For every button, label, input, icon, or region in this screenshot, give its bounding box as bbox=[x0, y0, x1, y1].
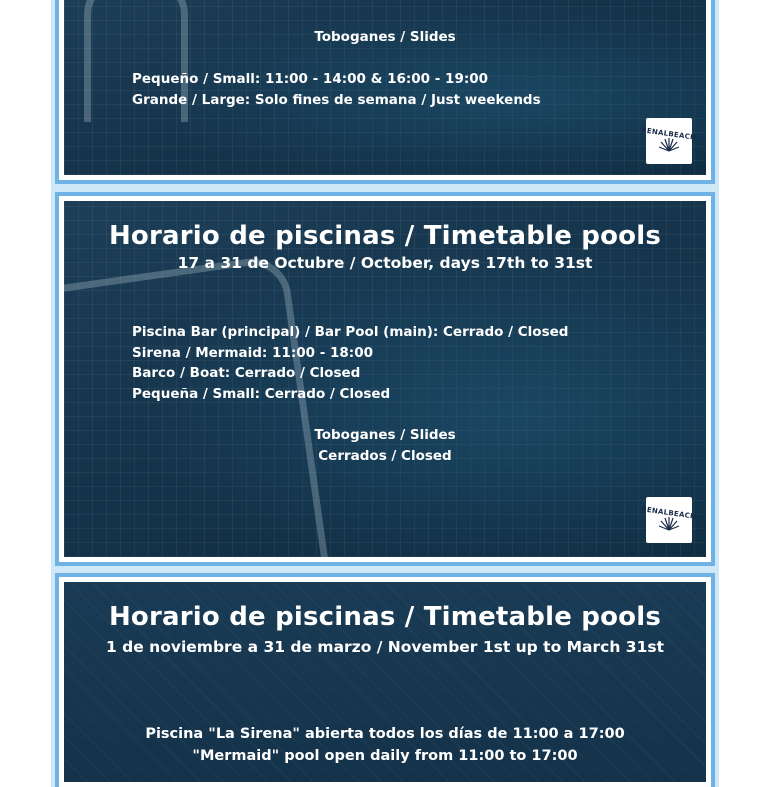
winter-line-en: "Mermaid" pool open daily from 11:00 to 17:00 bbox=[192, 748, 578, 764]
schedule-line-small: Pequeña / Small: Cerrado / Closed bbox=[132, 385, 391, 402]
slides-heading: Toboganes / Slides bbox=[314, 29, 456, 45]
slides-schedule bbox=[132, 69, 541, 110]
slides-status: Cerrados / Closed bbox=[318, 447, 452, 464]
logo-text: BENALBEACH bbox=[641, 126, 697, 142]
schedule-line-boat: Barco / Boat: Cerrado / Closed bbox=[132, 365, 361, 381]
logo-text: BENALBEACH bbox=[641, 505, 697, 521]
winter-line-es: Piscina "La Sirena" abierta todos los días de 11:00 a 17:00 bbox=[145, 726, 625, 742]
timetable-card-slides-summer bbox=[59, 0, 711, 180]
sunburst-logo-icon bbox=[657, 138, 681, 152]
card-subtitle: 17 a 31 de Octubre / October, days 17th to 31st bbox=[177, 254, 593, 272]
card-title: Horario de piscinas / Timetable pools bbox=[108, 602, 662, 632]
slides-heading: Toboganes / Slides bbox=[314, 427, 456, 443]
benalbeach-logo bbox=[641, 497, 697, 543]
timetable-card-winter bbox=[59, 577, 711, 787]
card-subtitle: 1 de noviembre a 31 de marzo / November 1st up to March 31st bbox=[106, 638, 664, 656]
schedule-line-mermaid: Sirena / Mermaid: 11:00 - 18:00 bbox=[132, 344, 373, 361]
pool-ladder-rail bbox=[59, 253, 328, 562]
slides-line-large: Grande / Large: Solo fines de semana / Just weekends bbox=[132, 91, 541, 108]
pool-schedule-list bbox=[132, 322, 568, 404]
card-title: Horario de piscinas / Timetable pools bbox=[108, 221, 662, 251]
timetable-card-october bbox=[59, 196, 711, 562]
sunburst-logo-icon bbox=[657, 517, 681, 531]
schedule-line-bar-pool: Piscina Bar (principal) / Bar Pool (main): Cerrado / Closed bbox=[132, 324, 569, 340]
winter-schedule bbox=[64, 723, 706, 767]
slides-block bbox=[64, 425, 706, 466]
slides-line-small: Pequeño / Small: 11:00 - 14:00 & 16:00 - 19:00 bbox=[132, 71, 489, 87]
benalbeach-logo bbox=[641, 118, 697, 164]
